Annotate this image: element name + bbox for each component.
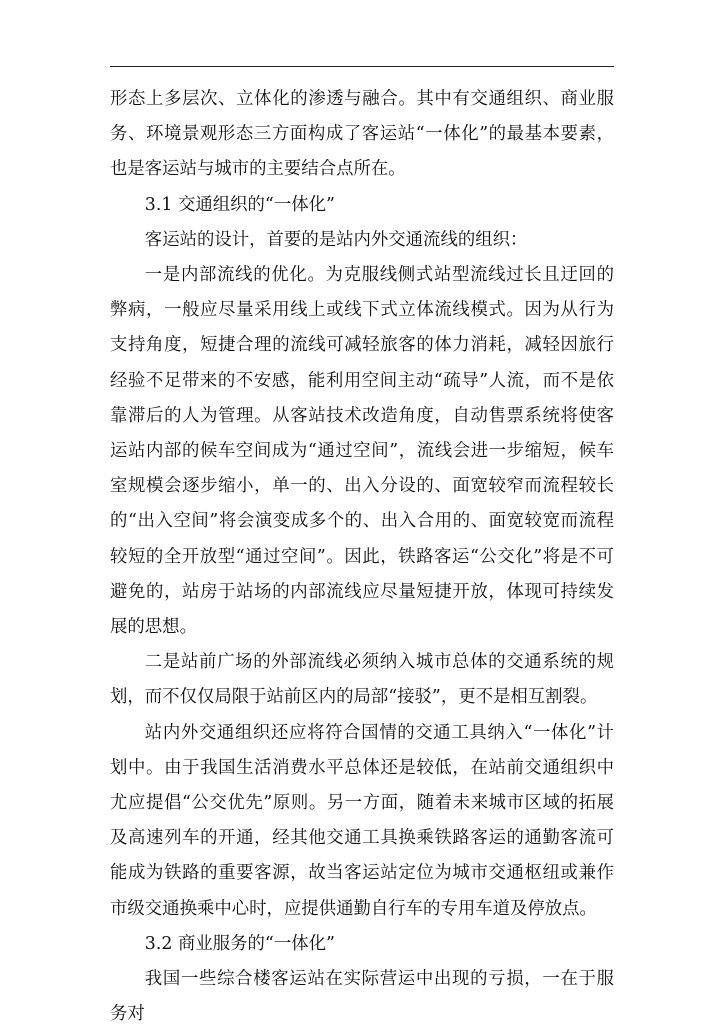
paragraph-commercial: 我国一些综合楼客运站在实际营运中出现的亏损，一在于服务对 (110, 969, 614, 1025)
section-heading-3-1: 3.1 交通组织的“一体化” (144, 194, 335, 215)
paragraph-continuation: 形态上多层次、立体化的渗透与融合。其中有交通组织、商业服务、环境景观形态三方面构成了客运站“一体化”的最基本要素，也是客运站与城市的主要结合点所在。 (110, 89, 614, 180)
paragraph-intro: 客运站的设计，首要的是站内外交通流线的组织： (144, 229, 528, 250)
paragraph-external-flow: 二是站前广场的外部流线必须纳入城市总体的交通系统的规划，而不仅仅局限于站前区内的局部“接驳”，更不是相互割裂。 (110, 652, 614, 708)
section-heading-3-2: 3.2 商业服务的“一体化” (144, 933, 335, 954)
paragraph-internal-flow: 一是内部流线的优化。为克服线侧式站型流线过长且迂回的弊病，一般应尽量采用线上或线下式立体流线模式。因为从行为支持角度，短捷合理的流线可减轻旅客的体力消耗，减轻因旅行经验不足带来的不安感，能利用空间主动“疏导”人流，而不是依靠滞后的人为管理。从客站技术改造角度，自动售票系统将使客运站内部的候车空间成为“通过空间”，流线会进一步缩短，候车室规模会逐步缩小，单一的、出入分设的、面宽较窄而流程较长的“出入空间”将会演变成多个的、出入合用的、面宽较宽而流程较短的全开放型“通过空间”。因此，铁路客运“公交化”将是不可避免的，站房于站场的内部流线应尽量短捷开放，体现可持续发展的思想。 (110, 265, 614, 638)
body-text (110, 82, 614, 1032)
paragraph-transport-tools: 站内外交通组织还应将符合国情的交通工具纳入“一体化”计划中。由于我国生活消费水平总体还是较低，在站前交通组织中尤应提倡“公交优先”原则。另一方面，随着未来城市区域的拓展及高速列车的开通，经其他交通工具换乘铁路客运的通勤客流可能成为铁路的重要客源，故当客运站定位为城市交通枢纽或兼作市级交通换乘中心时，应提供通勤自行车的专用车道及停放点。 (110, 722, 614, 919)
header-rule (110, 66, 614, 67)
